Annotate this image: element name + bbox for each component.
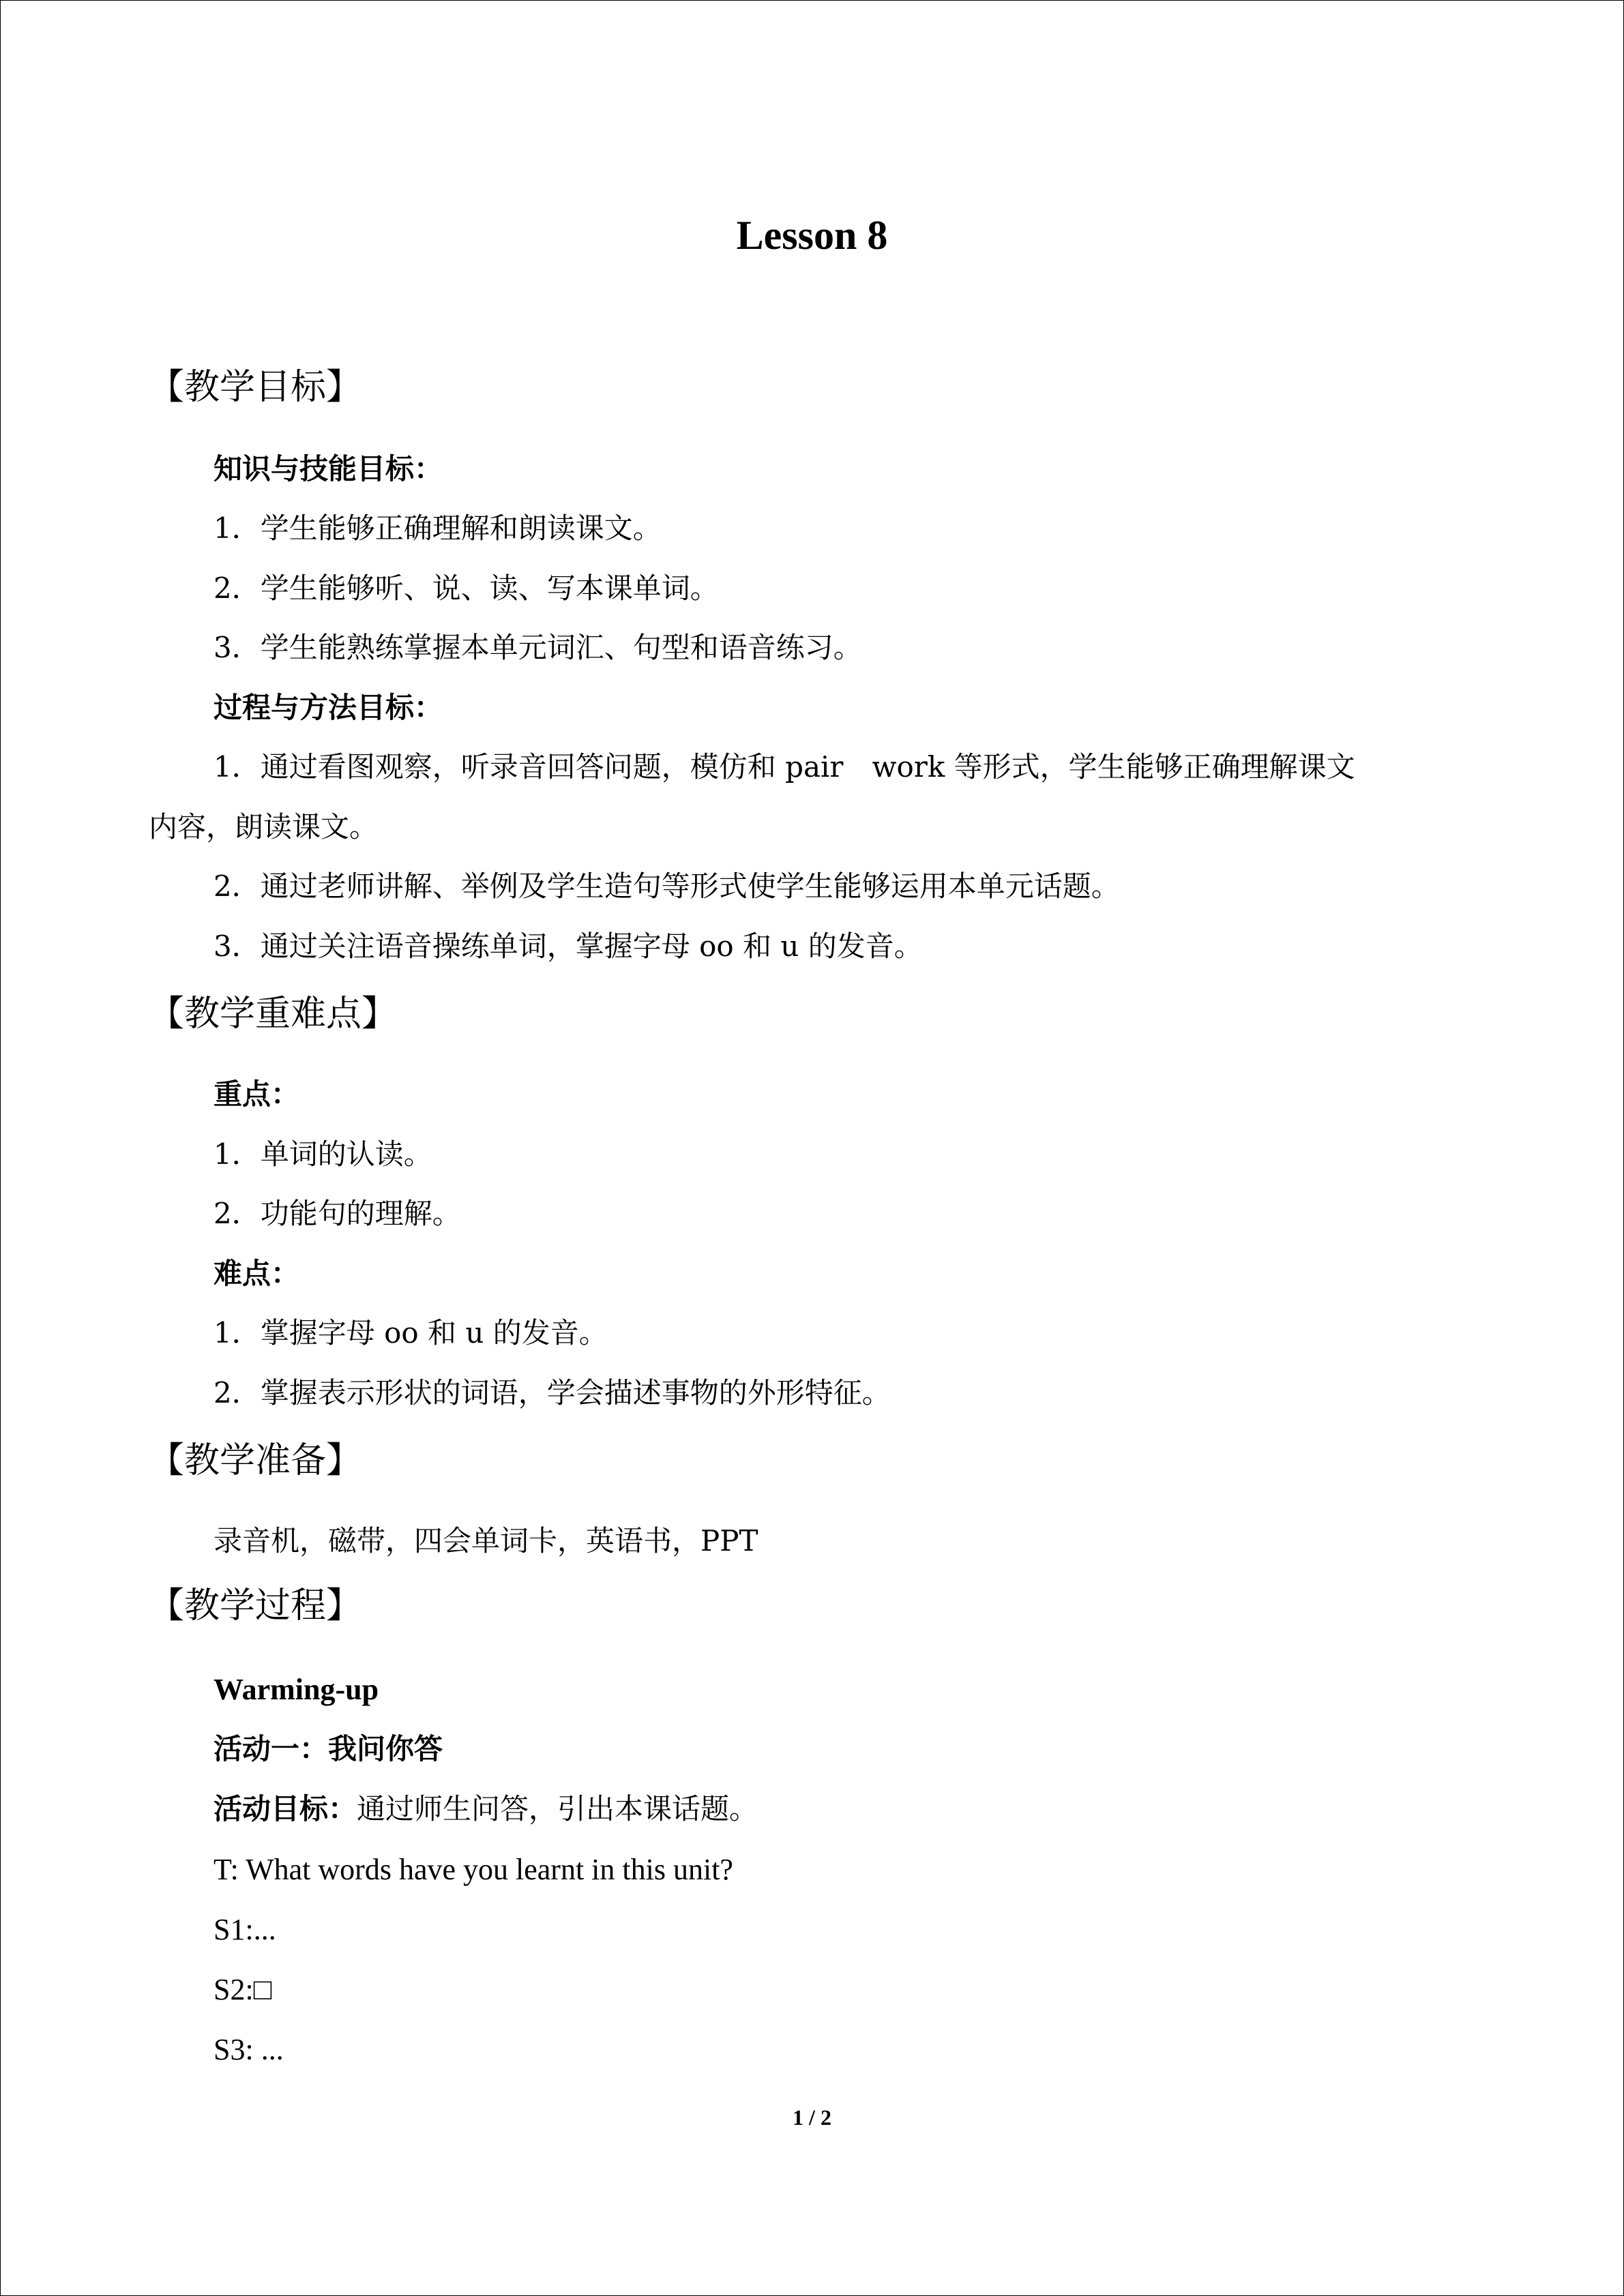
key-points-heading: 【教学重难点】 bbox=[149, 994, 398, 1034]
preparation-text: 录音机，磁带，四会单词卡，英语书，PPT bbox=[213, 1524, 758, 1557]
difficult-point-item: 1．掌握字母 oo 和 u 的发音。 bbox=[213, 1316, 608, 1350]
difficult-point-item: 2．掌握表示形状的词语，学会描述事物的外形特征。 bbox=[213, 1376, 891, 1410]
activity-goal-text: 通过师生问答，引出本课话题。 bbox=[357, 1792, 758, 1825]
stage-title: Warming-up bbox=[213, 1673, 379, 1706]
process-goal-item: 2．通过老师讲解、举例及学生造句等形式使学生能够运用本单元话题。 bbox=[213, 869, 1120, 903]
dialogue-line: S1:... bbox=[213, 1913, 276, 1946]
key-points-label: 重点： bbox=[213, 1077, 300, 1111]
activity-goal-label: 活动目标： bbox=[213, 1792, 357, 1825]
key-point-item: 2．功能句的理解。 bbox=[213, 1197, 461, 1230]
process-goals-label: 过程与方法目标： bbox=[213, 691, 443, 724]
dialogue-line: S3: ... bbox=[213, 2033, 284, 2066]
process-heading: 【教学过程】 bbox=[149, 1585, 362, 1626]
page-title: Lesson 8 bbox=[736, 213, 888, 258]
page-number: 1 / 2 bbox=[793, 2105, 831, 2130]
preparation-heading: 【教学准备】 bbox=[149, 1440, 362, 1481]
process-goal-item: 3．通过关注语音操练单词，掌握字母 oo 和 u 的发音。 bbox=[213, 929, 923, 963]
difficult-points-label: 难点： bbox=[213, 1257, 300, 1290]
objectives-heading: 【教学目标】 bbox=[149, 367, 362, 408]
knowledge-goal-item: 1．学生能够正确理解和朗读课文。 bbox=[213, 511, 662, 545]
knowledge-goal-item: 3．学生能熟练掌握本单元词汇、句型和语音练习。 bbox=[213, 631, 862, 664]
activity-goal bbox=[213, 1789, 758, 1830]
knowledge-goals-label: 知识与技能目标： bbox=[213, 452, 443, 486]
activity-title: 活动一：我问你答 bbox=[213, 1732, 443, 1765]
process-goal-item-continued: 内容，朗读课文。 bbox=[149, 810, 379, 844]
dialogue-line: S2:□ bbox=[213, 1973, 272, 2006]
key-point-item: 1．单词的认读。 bbox=[213, 1137, 432, 1171]
process-goal-item: 1．通过看图观察，听录音回答问题，模仿和 pair work 等形式，学生能够正确理解课文 bbox=[213, 750, 1355, 784]
knowledge-goal-item: 2．学生能够听、说、读、写本课单词。 bbox=[213, 571, 719, 605]
dialogue-line: T: What words have you learnt in this unit? bbox=[213, 1853, 733, 1886]
